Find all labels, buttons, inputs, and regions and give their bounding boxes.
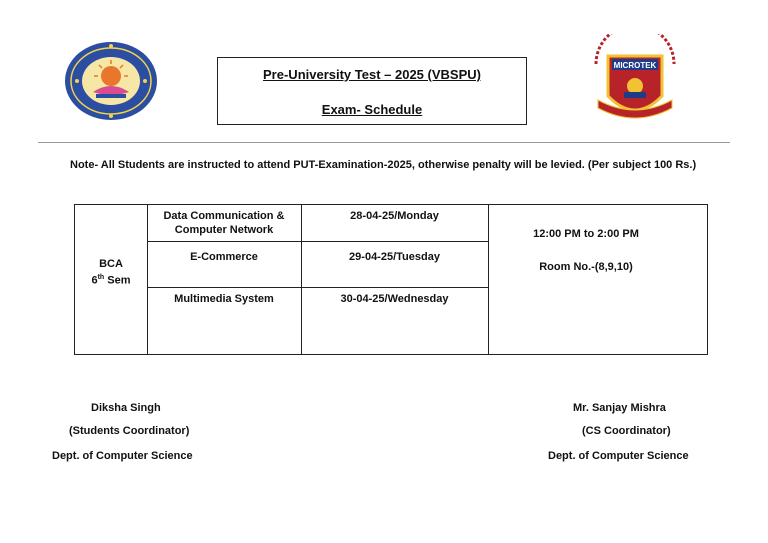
- crest-name: MICROTEK: [613, 61, 657, 70]
- date-cell: 30-04-25/Wednesday: [340, 293, 449, 305]
- page-subtitle: Exam- Schedule: [321, 102, 423, 117]
- microtek-college-crest-icon: [586, 34, 684, 130]
- schedule-table: [74, 204, 708, 355]
- date-cell: 29-04-25/Tuesday: [349, 251, 440, 263]
- page-title: Pre-University Test – 2025 (VBSPU): [263, 67, 481, 82]
- left-signatory-role: (Students Coordinator): [69, 425, 190, 437]
- exam-time: 12:00 PM to 2:00 PM: [533, 228, 639, 240]
- table-divider: [301, 205, 302, 354]
- row-divider: [147, 241, 488, 242]
- left-signatory-dept: Dept. of Computer Science: [52, 450, 193, 462]
- penalty-note: Note- All Students are instructed to attend PUT-Examination-2025, otherwise penalty will be levied. (Per subject 100 Rs.): [70, 159, 697, 171]
- left-signatory-name: Diksha Singh: [91, 402, 161, 414]
- header-divider: [38, 142, 730, 143]
- exam-room: Room No.-(8,9,10): [539, 261, 633, 273]
- row-divider: [147, 287, 488, 288]
- right-signatory-name: Mr. Sanjay Mishra: [573, 402, 666, 414]
- subject-cell: Data Communication & Computer Network: [163, 210, 285, 236]
- university-seal-icon: [63, 40, 159, 122]
- subject-cell: E-Commerce: [190, 251, 258, 263]
- date-cell: 28-04-25/Monday: [350, 210, 439, 222]
- title-box: [217, 57, 527, 125]
- subject-cell: Multimedia System: [174, 293, 274, 305]
- semester-label: 6th Sem: [91, 274, 131, 287]
- course-name: BCA: [99, 258, 123, 270]
- right-signatory-dept: Dept. of Computer Science: [548, 450, 689, 462]
- course-cell: [75, 257, 147, 288]
- right-signatory-role: (CS Coordinator): [582, 425, 671, 437]
